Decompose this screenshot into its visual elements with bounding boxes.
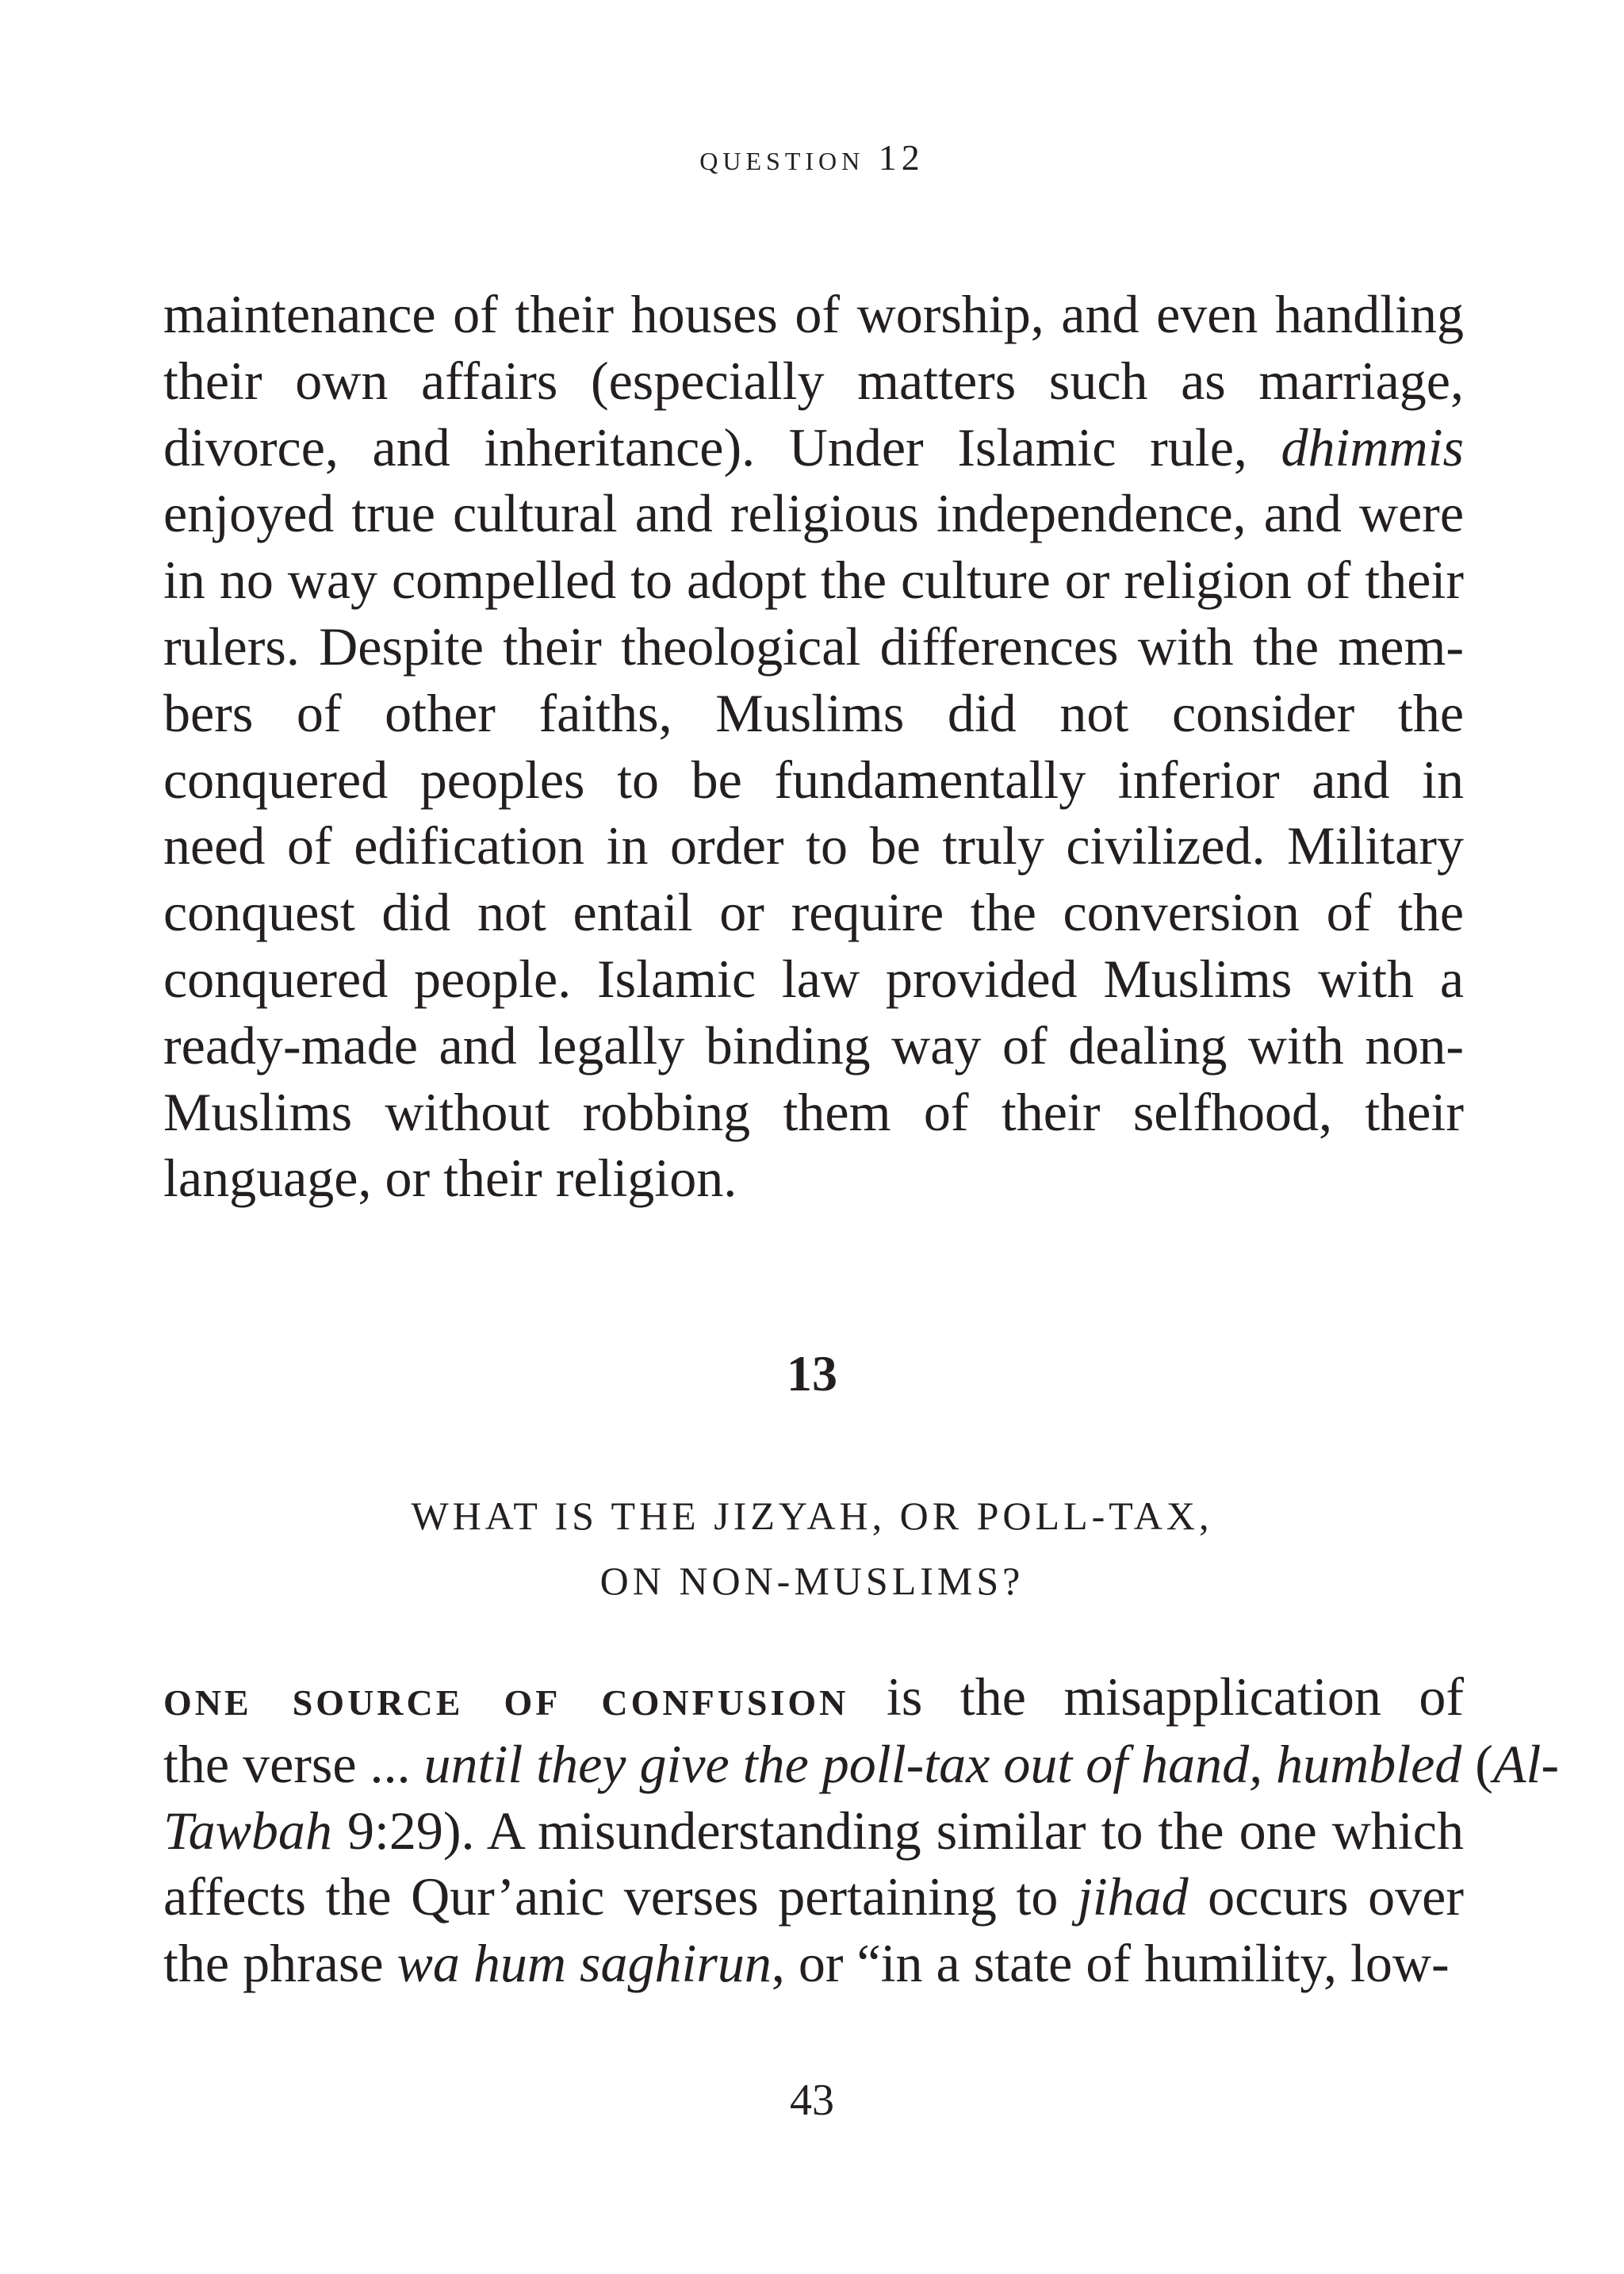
text-line [163,348,1464,415]
text-line [163,747,1464,814]
text-run: is the misapplication of [848,1666,1464,1727]
text-run: conquered peoples to be fundamentally inferior and in [163,749,1464,810]
text-run: rulers. Despite their theological differences with the mem- [163,615,1464,677]
text-run: conquered people. Islamic law provided Muslims with a [163,948,1464,1009]
text-run: maintenance of their houses of worship, and even handling [163,284,1464,344]
text-line [163,614,1464,681]
text-run: need of edification in order to be truly civilized. Military [163,815,1464,876]
text-run: occurs over [1188,1866,1464,1927]
text-line [163,681,1464,747]
text-line [163,946,1464,1013]
text-run: bers of other faiths, Muslims did not consider the [163,682,1464,743]
text-run: enjoyed true cultural and religious independence, and were [163,483,1464,544]
text-line [163,547,1464,614]
chapter-heading-line-2: ON NON-MUSLIMS? [599,1559,1025,1603]
text-line [163,1731,1560,1798]
text-line [163,1145,1464,1212]
text-line [163,282,1464,348]
previous-section-text [163,282,1464,1212]
text-run: , or “in a state of humility, low- [771,1933,1450,1994]
italic-term: Al- [1492,1733,1560,1794]
text-run: divorce, and inheritance). Under Islamic rule, [163,416,1281,477]
running-head: question 12 [699,137,925,178]
text-run: affects the Qur’anic verses pertaining to [163,1866,1078,1927]
text-run: in no way compelled to adopt the culture or religion of their [163,550,1464,611]
italic-term: jihad [1077,1866,1189,1927]
text-run: Muslims without robbing them of their selfhood, their [163,1081,1464,1142]
page-number: 43 [790,2076,834,2125]
text-run: conquest did not entail or require the conversion of the [163,882,1464,943]
chapter-heading [0,1483,1624,1613]
italic-term: wa hum saghirun [396,1933,772,1994]
text-line [163,1931,1464,1997]
chapter-opening-text [163,1664,1560,1997]
text-line [163,1013,1464,1079]
text-run: their own affairs (especially matters such as marriage, [163,350,1464,411]
text-line [163,1798,1464,1865]
italic-term: Tawbah [163,1800,332,1861]
italic-term: dhimmis [1281,416,1464,477]
text-line [163,880,1464,946]
text-line [163,481,1464,547]
text-line [163,813,1464,880]
text-line [163,1079,1464,1146]
text-run: language, or their religion. [163,1148,737,1209]
lead-in-small-caps: one source of confusion [163,1669,849,1727]
text-run: the verse ... [163,1733,424,1794]
text-run: ready-made and legally binding way of dealing with non- [163,1014,1464,1076]
text-run: ( [1461,1733,1493,1794]
chapter-number: 13 [787,1345,837,1402]
text-line [163,415,1464,481]
text-run: the phrase [163,1933,397,1994]
text-line [163,1864,1464,1931]
chapter-heading-line-1: WHAT IS THE JIZYAH, OR POLL-TAX, [411,1494,1213,1538]
text-line [163,1664,1464,1731]
italic-term: until they give the poll-tax out of hand, humbled [423,1733,1462,1794]
text-run: 9:29). A misunderstanding similar to the one which [331,1800,1464,1861]
